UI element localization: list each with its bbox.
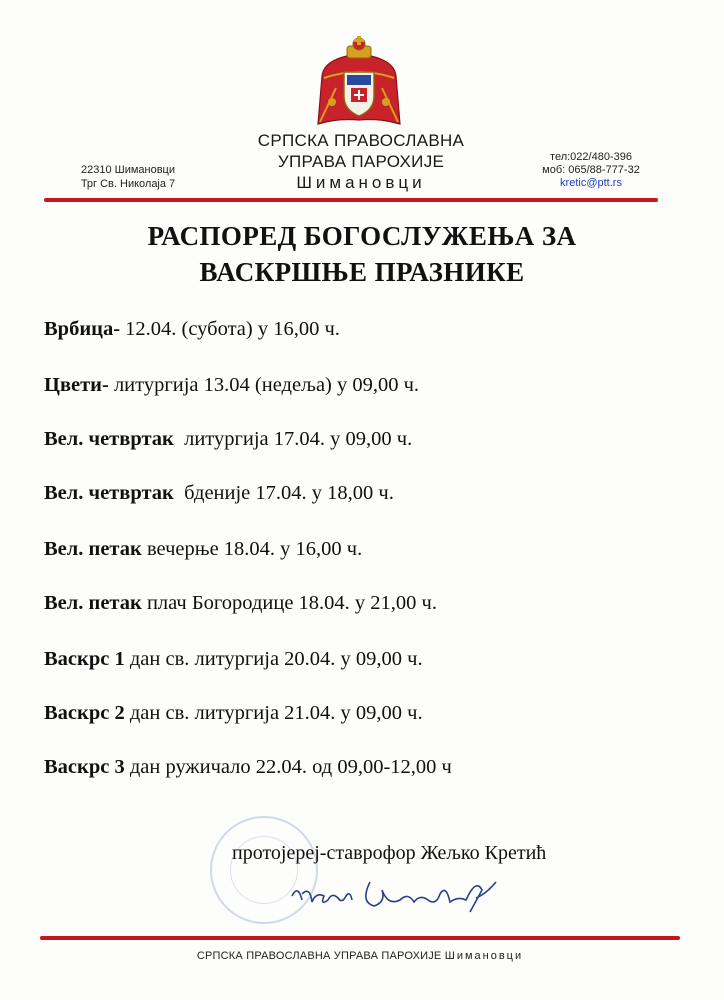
- org-line-2: УПРАВА ПАРОХИЈЕ: [277, 152, 445, 171]
- signatory-name: протојереј-ставрофор Жељко Кретић: [232, 842, 547, 864]
- entry-detail: 12.04. (субота) у 16,00 ч.: [120, 318, 340, 340]
- org-line-1: СРПСКА ПРАВОСЛАВНА: [257, 131, 465, 150]
- title-line-1: РАСПОРЕД БОГОСЛУЖЕЊА ЗА: [147, 221, 577, 251]
- footer-text: СРПСКА ПРАВОСЛАВНА УПРАВА ПАРОХИЈЕ: [196, 950, 442, 962]
- title-line-2: ВАСКРШЊЕ ПРАЗНИКЕ: [199, 257, 525, 287]
- footer-place: Шимановци: [444, 950, 524, 962]
- footer-divider: [40, 936, 680, 940]
- entry-day: Вел. петак: [44, 592, 142, 614]
- schedule-entry: [44, 538, 362, 561]
- entry-day: Васкрс 1: [44, 648, 125, 670]
- entry-detail: вечерње 18.04. у 16,00 ч.: [141, 538, 363, 560]
- entry-detail: плач Богородице 18.04. у 21,00 ч.: [141, 592, 437, 614]
- schedule-entry: [44, 592, 437, 615]
- entry-day: Васкрс 3: [44, 756, 125, 778]
- address-line-1: 22310 Шимановци: [80, 164, 176, 176]
- phone-number: тел:022/480-396: [550, 151, 632, 163]
- email-address: kretic@ptt.rs: [560, 177, 622, 189]
- contact-block: [516, 151, 666, 190]
- org-place: Шимановци: [296, 173, 426, 192]
- entry-day: Врбица-: [44, 318, 121, 340]
- entry-detail: бденије 17.04. у 18,00 ч.: [173, 482, 394, 504]
- schedule-entry: [44, 482, 394, 505]
- schedule-entry: [44, 702, 423, 725]
- church-crest-logo: [316, 36, 402, 136]
- organization-name: [200, 130, 522, 193]
- entry-detail: дан св. литургија 20.04. у 09,00 ч.: [124, 648, 423, 670]
- schedule-entry: [44, 374, 419, 397]
- entry-detail: дан ружичало 22.04. од 09,00-12,00 ч: [124, 756, 452, 778]
- address-block: [48, 163, 208, 191]
- schedule-entry: [44, 648, 423, 671]
- mobile-number: моб: 065/88-777-32: [542, 164, 640, 176]
- schedule-entry: [44, 318, 340, 341]
- document-title: [60, 218, 664, 290]
- entry-day: Вел. четвртак: [44, 428, 174, 450]
- address-line-2: Трг Св. Николаја 7: [80, 178, 176, 190]
- entry-day: Вел. четвртак: [44, 482, 174, 504]
- header-divider: [44, 198, 658, 202]
- schedule-entry: [44, 428, 412, 451]
- entry-day: Васкрс 2: [44, 702, 125, 724]
- entry-day: Вел. петак: [44, 538, 142, 560]
- entry-detail: дан св. литургија 21.04. у 09,00 ч.: [124, 702, 423, 724]
- entry-detail: литургија 17.04. у 09,00 ч.: [173, 428, 413, 450]
- handwritten-signature: [290, 872, 500, 922]
- footer: [40, 950, 680, 962]
- entry-detail: литургија 13.04 (недеља) у 09,00 ч.: [108, 374, 420, 396]
- entry-day: Цвети-: [44, 374, 109, 396]
- schedule-entry: [44, 756, 452, 779]
